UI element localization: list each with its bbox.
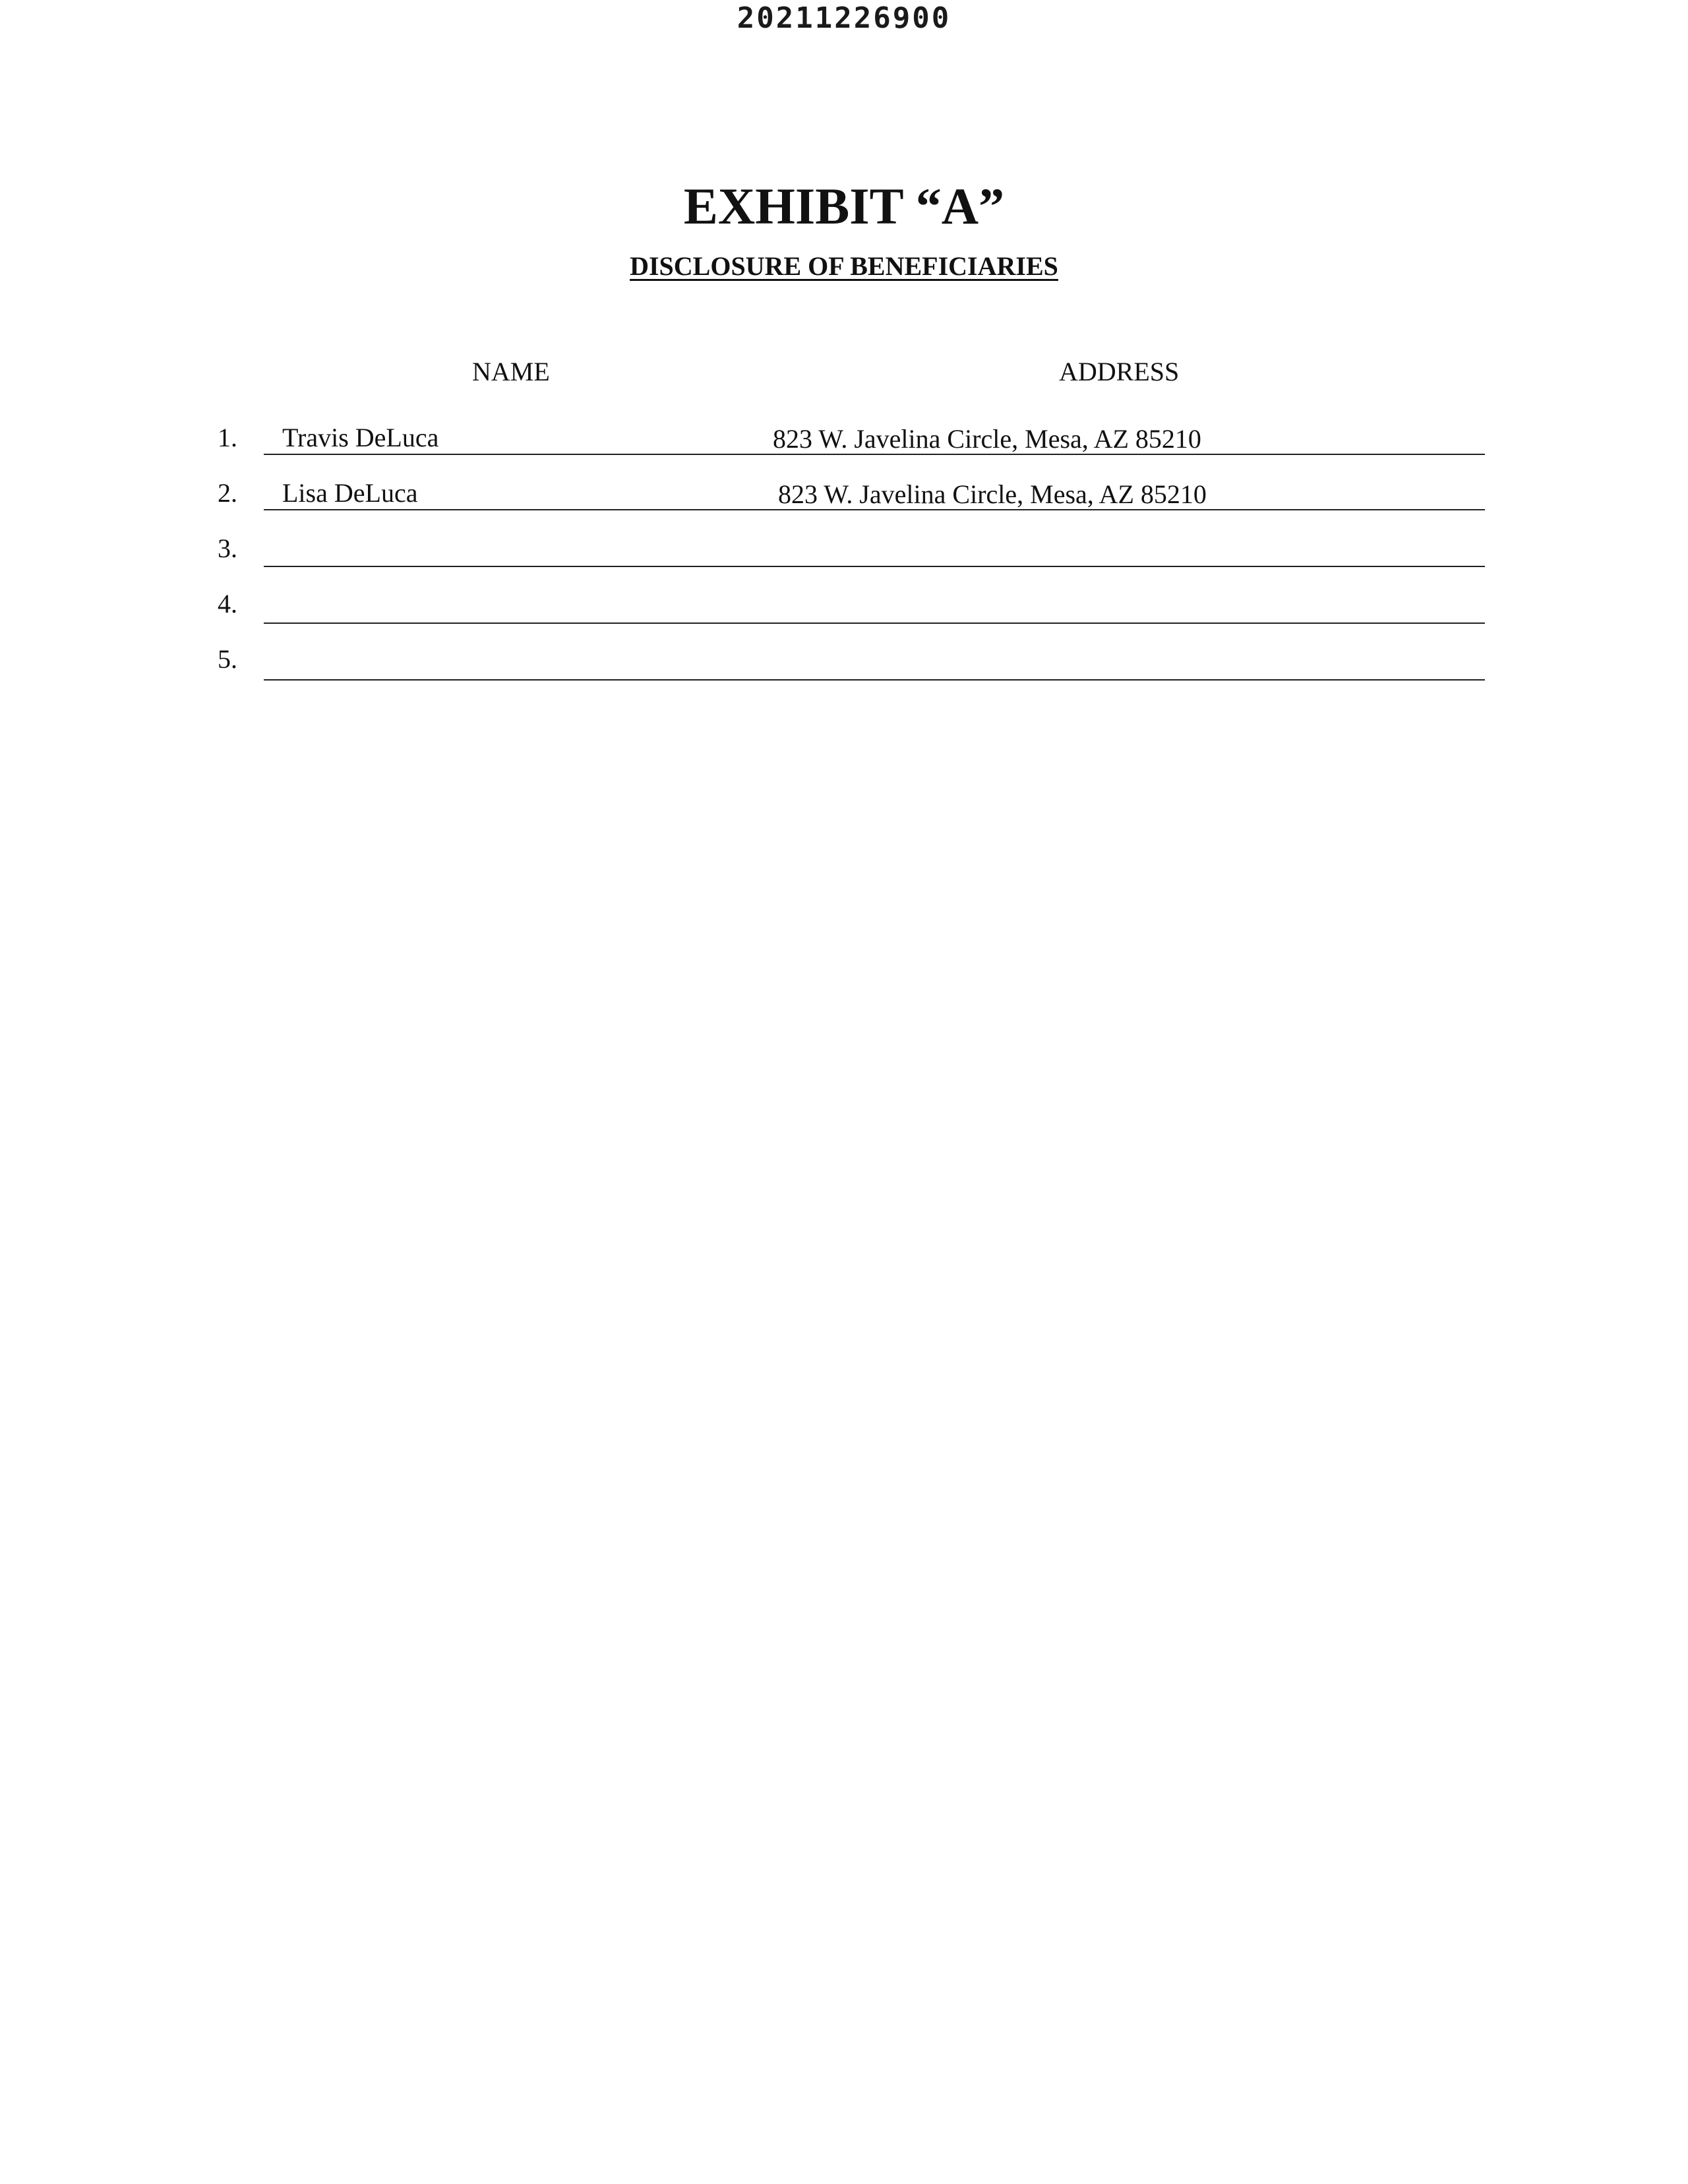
row-number: 4. [218,589,237,619]
row-number: 5. [218,644,237,674]
exhibit-subtitle-text: DISCLOSURE OF BENEFICIARIES [630,251,1058,281]
beneficiary-row [0,644,1688,683]
name-column-header: NAME [472,357,550,386]
beneficiary-name: Lisa DeLuca [282,478,418,508]
beneficiary-address: 823 W. Javelina Circle, Mesa, AZ 85210 [778,479,1207,509]
address-column-header: ADDRESS [1059,357,1180,386]
beneficiary-row [0,533,1688,572]
row-underline [264,622,1485,624]
beneficiary-row [0,477,1688,517]
recording-number: 20211226900 [737,1,951,35]
row-underline [264,509,1485,510]
exhibit-title: EXHIBIT “A” [683,177,1005,235]
beneficiary-name: Travis DeLuca [282,423,439,452]
beneficiary-row [0,422,1688,462]
row-underline [264,454,1485,455]
row-number: 3. [218,533,237,563]
exhibit-subtitle [0,251,1688,282]
row-number: 1. [218,423,237,452]
beneficiary-address: 823 W. Javelina Circle, Mesa, AZ 85210 [773,424,1201,454]
beneficiary-row [0,588,1688,628]
row-underline [264,679,1485,681]
row-number: 2. [218,478,237,508]
row-underline [264,566,1485,567]
